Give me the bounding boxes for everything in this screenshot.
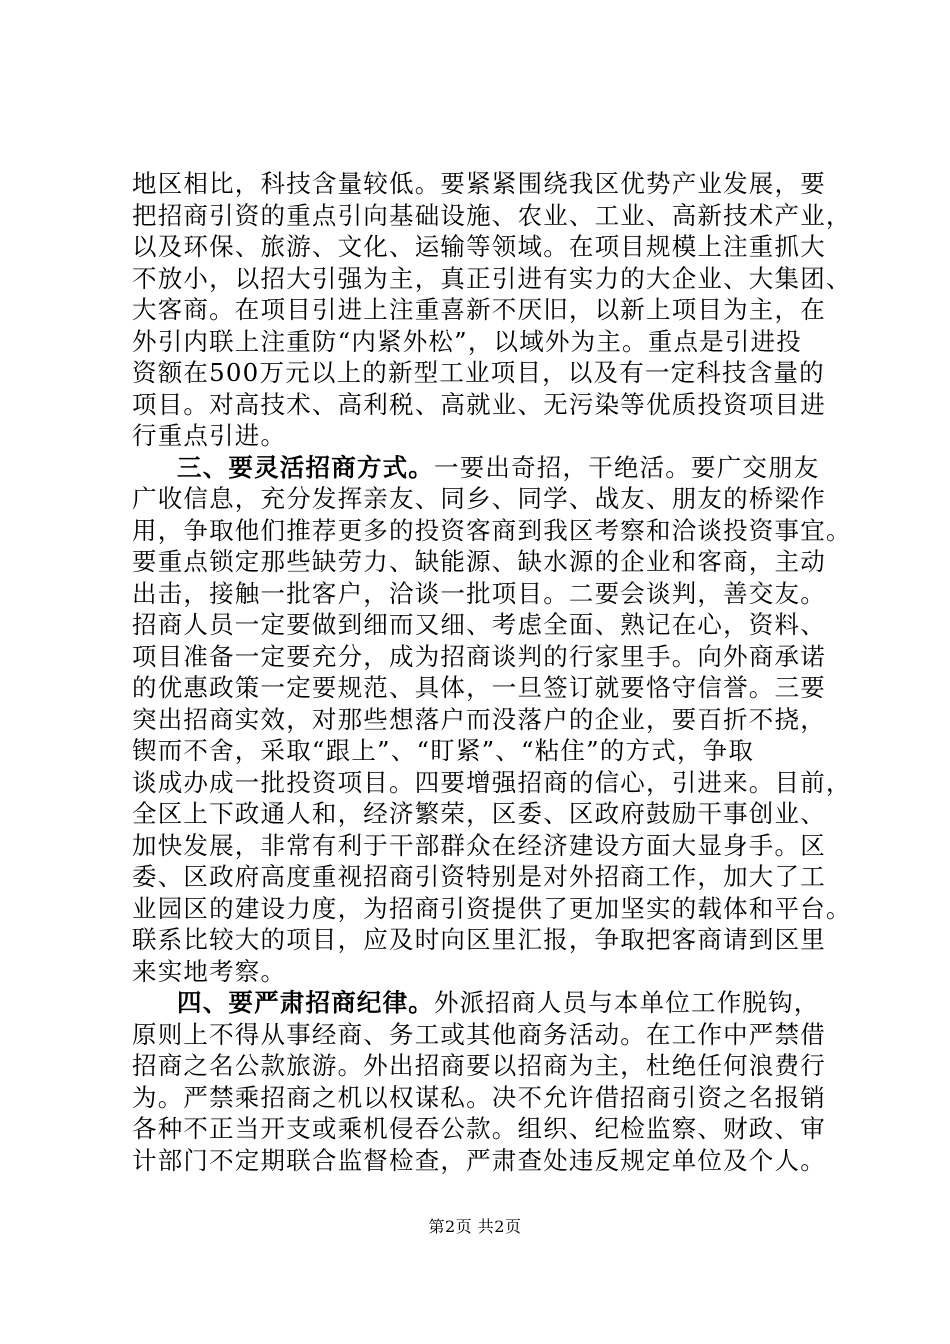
text-line: 要重点锁定那些缺劳力、缺能源、缺水源的企业和客商，主动 (132, 547, 826, 576)
text-line: 各种不正当开支或乘机侵吞公款。组织、纪检监察、财政、审 (132, 1114, 826, 1143)
text-line: 突出招商实效，对那些想落户而没落户的企业，要百折不挠， (132, 704, 826, 734)
section-heading-line (132, 987, 832, 1019)
text-line: 资额在500万元以上的新型工业项目，以及有一定科技含量的 (132, 358, 825, 387)
text-line: 招商人员一定要做到细而又细、考虑全面、熟记在心，资料、 (132, 610, 826, 639)
text-line: 加快发展，非常有利于干部群众在经济建设方面大显身手。区 (132, 830, 826, 860)
text-line: 把招商引资的重点引向基础设施、农业、工业、高新技术产业， (132, 200, 852, 230)
text-line: 广收信息，充分发挥亲友、同乡、同学、战友、朋友的桥梁作 (132, 484, 826, 513)
text-line: 委、区政府高度重视招商引资特别是对外招商工作，加大了工 (132, 862, 826, 891)
text-line: 为。严禁乘招商之机以权谋私。决不允许借招商引资之名报销 (132, 1082, 826, 1112)
text-run: 一要出奇招，干绝活。要广交朋友 (434, 452, 820, 482)
text-line: 以及环保、旅游、文化、运输等领域。在项目规模上注重抓大 (132, 232, 826, 261)
section-heading: 四、要严肃招商纪律。 (177, 988, 434, 1017)
text-line: 行重点引进。 (132, 421, 287, 450)
text-line: 大客商。在项目引进上注重喜新不厌旧，以新上项目为主，在 (132, 295, 826, 324)
section-heading: 三、要灵活招商方式。 (177, 452, 434, 482)
text-line: 计部门不定期联合监督检查，严肃查处违反规定单位及个人。 (132, 1145, 826, 1175)
text-run: 外派招商人员与本单位工作脱钩， (434, 988, 820, 1017)
text-line: 全区上下政通人和，经济繁荣，区委、区政府鼓励干事创业、 (132, 799, 826, 828)
text-line: 项目。对高技术、高利税、高就业、无污染等优质投资项目进 (132, 389, 826, 419)
document-body (132, 168, 852, 1176)
text-line: 谈成办成一批投资项目。四要增强招商的信心，引进来。目前， (132, 767, 852, 797)
text-line: 原则上不得从事经商、务工或其他商务活动。在工作中严禁借 (132, 1019, 826, 1049)
text-line: 锲而不舍，采取“跟上”、“盯紧”、“粘住”的方式，争取 (132, 736, 755, 765)
page-number-footer: 第2页 共2页 (428, 1217, 522, 1236)
section-heading-line (132, 452, 832, 484)
text-line: 的优惠政策一定要规范、具体，一旦签订就要恪守信誉。三要 (132, 673, 826, 702)
text-line: 项目准备一定要充分，成为招商谈判的行家里手。向外商承诺 (132, 641, 826, 671)
text-line: 联系比较大的项目，应及时向区里汇报，争取把客商请到区里 (132, 925, 826, 954)
text-line: 来实地考察。 (132, 956, 287, 986)
text-line: 招商之名公款旅游。外出招商要以招商为主，杜绝任何浪费行 (132, 1051, 826, 1080)
text-line: 用，争取他们推荐更多的投资客商到我区考察和洽谈投资事宜。 (132, 515, 852, 545)
text-line: 不放小，以招大引强为主，真正引进有实力的大企业、大集团、 (132, 263, 852, 293)
text-line: 业园区的建设力度，为招商引资提供了更加坚实的载体和平台。 (132, 893, 852, 923)
text-line: 出击，接触一批客户，洽谈一批项目。二要会谈判，善交友。 (132, 578, 826, 608)
text-line: 地区相比，科技含量较低。要紧紧围绕我区优势产业发展，要 (132, 169, 826, 198)
text-line: 外引内联上注重防“内紧外松”，以域外为主。重点是引进投 (132, 326, 802, 356)
